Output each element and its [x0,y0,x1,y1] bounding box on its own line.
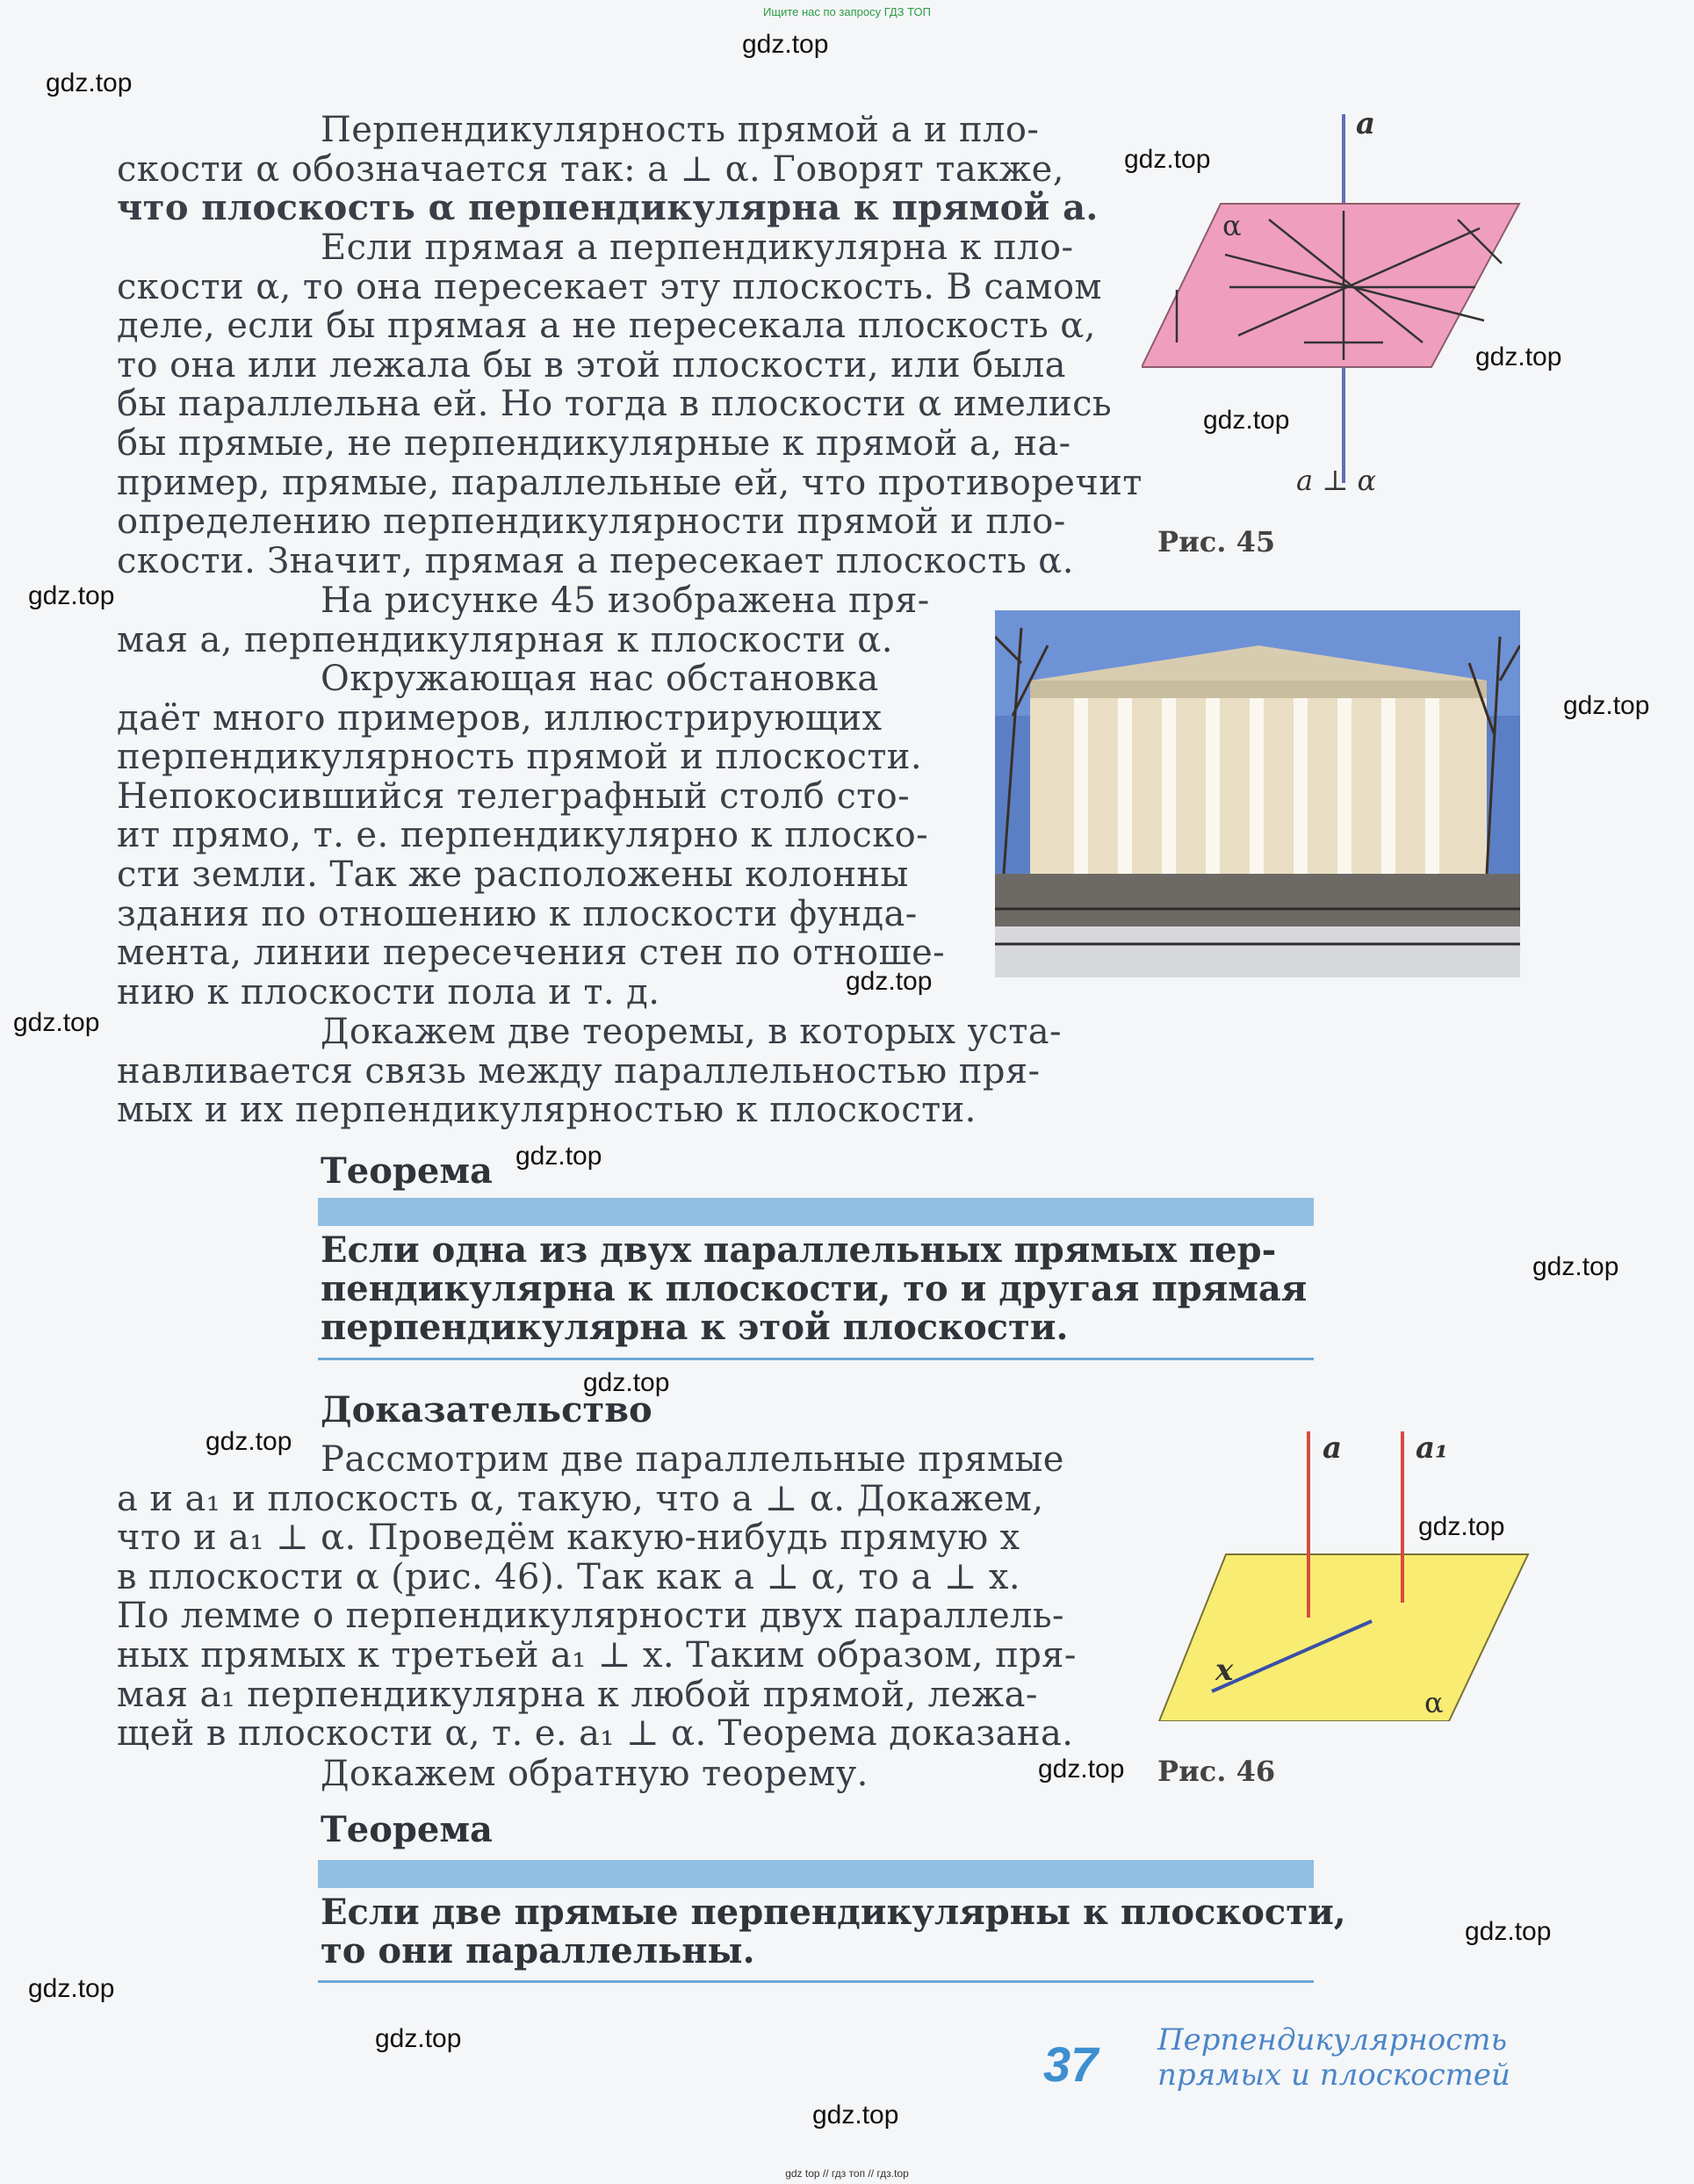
section-title-line: прямых и плоскостей [1157,2058,1510,2093]
fig46-line-a1-label: a₁ [1416,1431,1448,1466]
paragraph-5 [117,1013,1109,1130]
watermark: gdz.top [583,1368,670,1397]
text-line: что и a₁ ⊥ α. Проведём какую-нибудь прямую x [117,1517,1020,1559]
watermark: gdz.top [1465,1917,1552,1946]
section-title-line: Перпендикулярность [1157,2022,1508,2058]
section-title [1157,2022,1510,2093]
colonnade [1074,698,1439,891]
text-line: бы параллельна ей. Но тогда в плоскости α имелись [117,384,1113,425]
text-line: перпендикулярность прямой и плоскости. [117,737,922,778]
theorem-2-heading: Теорема [321,1809,493,1850]
text-line: скости α обозначается так: a ⊥ α. Говорят также, [117,148,1064,190]
theorem-1-heading: Теорема [321,1150,493,1192]
text-line: сти земли. Так же расположены колонны [117,854,909,895]
text-line: навливается связь между параллельностью пря- [117,1050,1041,1092]
text-line: Докажем обратную теорему. [321,1754,869,1794]
watermark: gdz.top [742,30,829,59]
text-line: скости. Значит, прямая a пересекает плоскость α. [117,540,1074,581]
fig46-plane-label: α [1424,1686,1444,1719]
footer-note: gdz top // гдз топ // гдз.top [785,2167,909,2180]
fig45-line-label: a [1356,106,1376,141]
text-line: что плоскость α перпендикулярна к прямой a. [117,187,1099,229]
text-line: перпендикулярна к этой плоскости. [321,1307,1069,1348]
theorem-2-statement [321,1892,1346,1971]
text-line: Непокосившийся телеграфный столб сто- [117,775,911,817]
text-line: Докажем две теоремы, в которых уста- [321,1012,1062,1052]
watermark: gdz.top [515,1142,602,1171]
theorem-2-bar [318,1860,1314,1888]
theorem-2-rule [318,1980,1314,1983]
text-line: a и a₁ и плоскость α, такую, что a ⊥ α. Докажем, [117,1478,1044,1519]
text-line: бы прямые, не перпендикулярные к прямой a, на- [117,422,1071,464]
theorem-1-rule [318,1358,1314,1360]
text-line: мента, линии пересечения стен по отноше- [117,933,946,974]
proof-heading: Доказательство [321,1389,652,1431]
text-line: Рассмотрим две параллельные прямые [321,1439,1064,1480]
text-line: пендикулярна к плоскости, то и другая прямая [321,1268,1308,1309]
fig45-plane-label: α [1222,209,1242,242]
watermark: gdz.top [1038,1755,1125,1784]
building-photo [995,610,1520,977]
text-line: в плоскости α (рис. 46). Так как a ⊥ α, то a ⊥ x. [117,1556,1020,1597]
text-line: мая a₁ перпендикулярна к любой прямой, лежа- [117,1674,1038,1715]
watermark: gdz.top [375,2024,462,2053]
theorem-1-statement [321,1231,1313,1347]
paragraph-6 [117,1755,1109,1794]
text-line: Перпендикулярность прямой a и пло- [321,110,1040,150]
fig45-formula: a ⊥ α [1296,464,1377,497]
text-line: нию к плоскости пола и т. д. [117,971,660,1013]
text-line: определению перпендикулярности прямой и пло- [117,501,1066,543]
watermark: gdz.top [1124,145,1211,174]
watermark: gdz.top [28,1974,115,2003]
paragraph-3 [117,581,942,660]
watermark: gdz.top [846,967,933,996]
page-number: 37 [1043,2036,1099,2092]
text-line: Окружающая нас обстановка [321,659,879,699]
text-line: то они параллельны. [321,1930,755,1971]
figure-46-diagram [1142,1423,1546,1721]
text-line: ит прямо, т. е. перпендикулярно к плоско- [117,815,929,856]
watermark: gdz.top [1532,1252,1619,1281]
paragraph-1 [117,111,1109,228]
text-line: деле, если бы прямая a не пересекала плоскость α, [117,306,1096,347]
watermark: gdz.top [1418,1512,1505,1541]
theorem-1-bar [318,1198,1314,1226]
figure-46-caption: Рис. 46 [1157,1755,1276,1788]
proof-paragraph [117,1440,1109,1754]
watermark: gdz.top [1475,342,1562,371]
watermark: gdz.top [46,68,133,97]
text-line: ных прямых к третьей a₁ ⊥ x. Таким образом, пря- [117,1634,1077,1676]
text-line: мых и их перпендикулярностью к плоскости. [117,1090,977,1131]
text-line: щей в плоскости α, т. е. a₁ ⊥ α. Теорема доказана. [117,1713,1074,1755]
paragraph-2 [117,227,1143,581]
header-note: Ищите нас по запросу ГДЗ ТОП [763,5,931,18]
text-line: По лемме о перпендикулярности двух параллель- [117,1596,1064,1637]
text-line: скости α, то она пересекает эту плоскость. В самом [117,266,1102,307]
plane-alpha [1159,1554,1528,1721]
text-line: На рисунке 45 изображена пря- [321,580,930,621]
watermark: gdz.top [1203,406,1290,435]
watermark: gdz.top [1563,691,1650,720]
text-line: то она или лежала бы в этой плоскости, или была [117,344,1066,386]
text-line: пример, прямые, параллельные ей, что противоречит [117,462,1143,503]
watermark: gdz.top [812,2101,899,2130]
paragraph-4 [117,659,946,1013]
text-line: здания по отношению к плоскости фунда- [117,893,918,934]
text-line: Если прямая a перпендикулярна к пло- [321,227,1074,268]
watermark: gdz.top [205,1427,292,1456]
text-line: мая a, перпендикулярная к плоскости α. [117,619,893,660]
text-line: Если две прямые перпендикулярны к плоскости, [321,1892,1346,1933]
text-line: даёт много примеров, иллюстрирующих [117,697,883,739]
text-line: Если одна из двух параллельных прямых пер- [321,1229,1277,1271]
fig46-line-a-label: a [1323,1431,1343,1466]
figure-45-caption: Рис. 45 [1157,525,1276,559]
watermark: gdz.top [28,581,115,610]
fig46-line-x-label: x [1215,1653,1234,1688]
watermark: gdz.top [13,1008,100,1037]
